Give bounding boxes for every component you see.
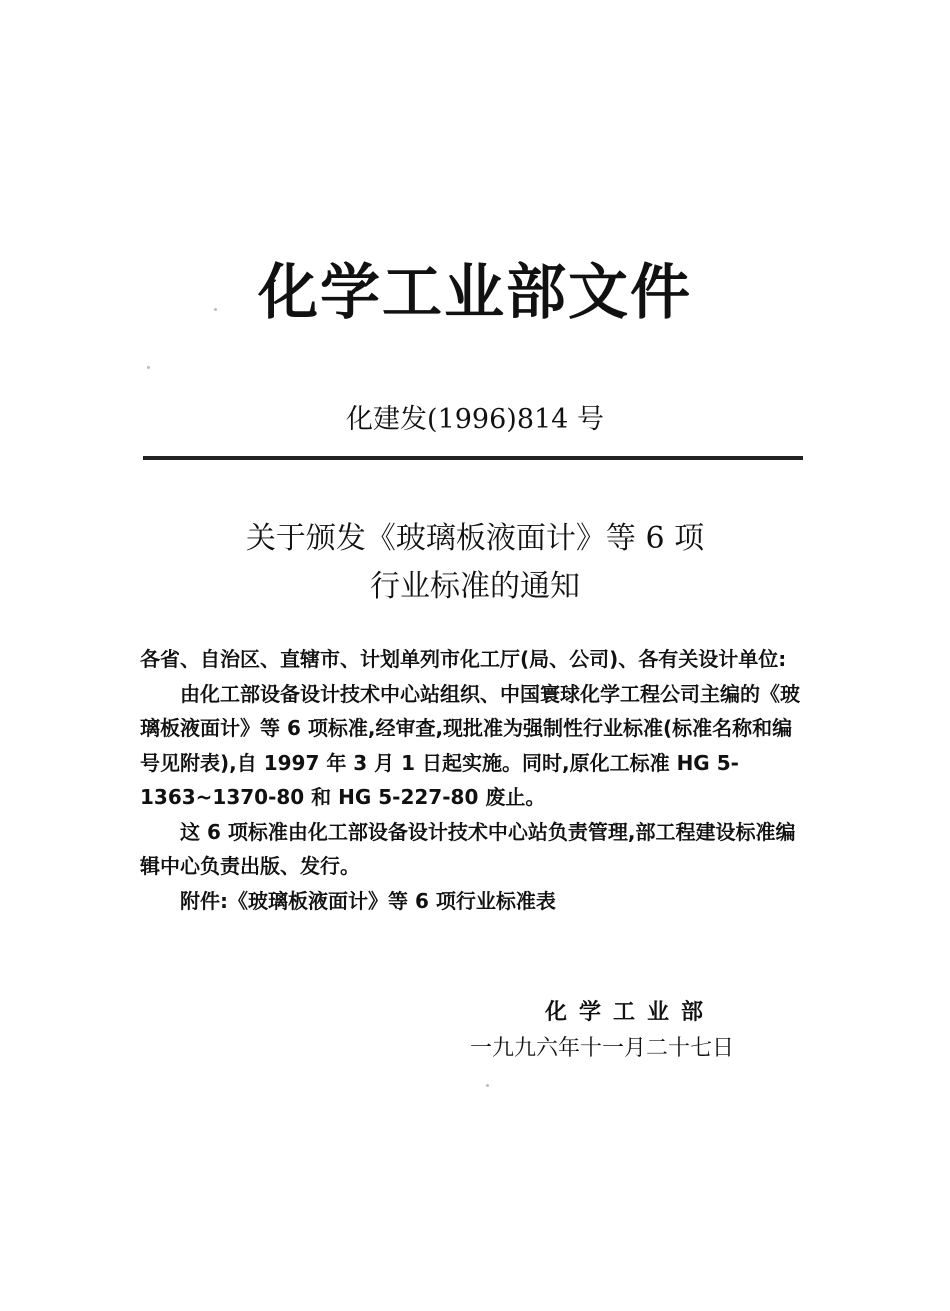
- notice-title: [0, 515, 950, 611]
- notice-body: [140, 642, 802, 918]
- body-paragraph: 由化工部设备设计技术中心站组织、中国寰球化学工程公司主编的《玻璃板液面计》等 6 项标准,经审查,现批准为强制性行业标准(标准名称和编号见附表),自 1997 年 3 月 1 日起实施。同时,原化工标准 HG 5-1363~1370-80 和 HG 5-227-80 废止。: [140, 681, 800, 809]
- signature-date: 一九九六年十一月二十七日: [470, 1036, 735, 1061]
- header-rule: [143, 456, 803, 460]
- notice-title-line: 关于颁发《玻璃板液面计》等 6 项: [245, 521, 705, 556]
- body-paragraph: 这 6 项标准由化工部设备设计技术中心站负责管理,部工程建设标准编辑中心负责出版、发行。: [140, 819, 796, 878]
- scan-speck: [486, 1084, 489, 1087]
- document-header: 化学工业部文件: [258, 258, 692, 328]
- document-number: 化建发(1996)814 号: [346, 404, 604, 435]
- signature-organization: 化学工业部: [545, 1000, 716, 1025]
- scan-speck: [147, 366, 150, 369]
- notice-title-line: 行业标准的通知: [370, 569, 580, 604]
- salutation: 各省、自治区、直辖市、计划单列市化工厅(局、公司)、各有关设计单位:: [140, 647, 787, 671]
- attachment-line: 附件:《玻璃板液面计》等 6 项行业标准表: [180, 888, 556, 913]
